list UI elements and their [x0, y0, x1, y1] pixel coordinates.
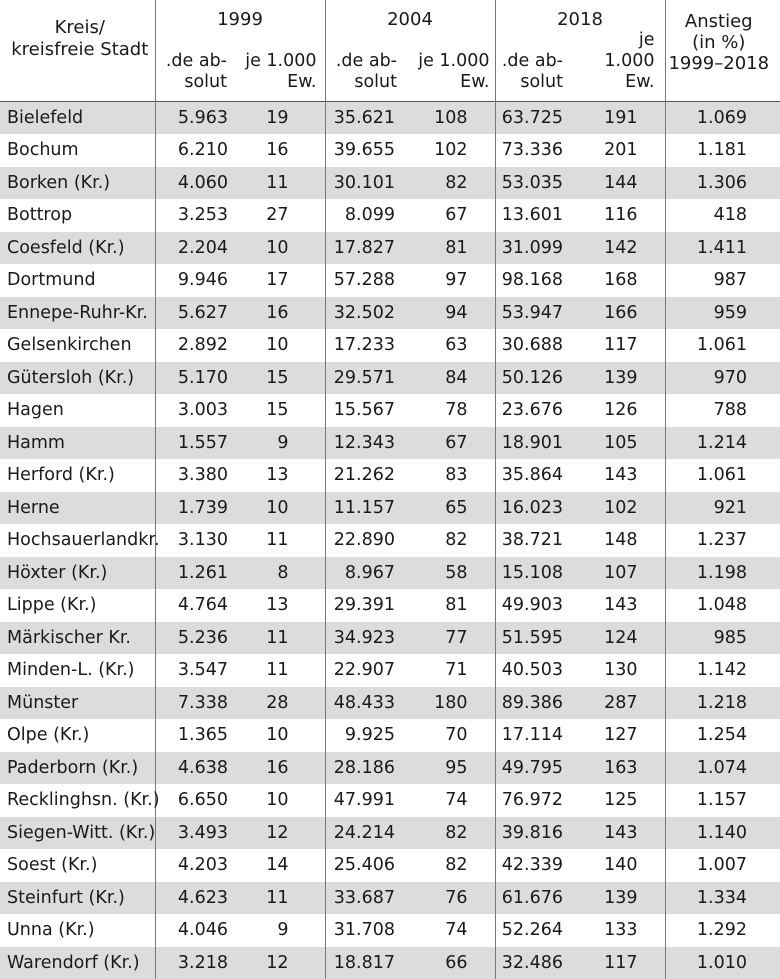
- absolute-2018: 16.023: [495, 492, 585, 525]
- table-row: [0, 167, 780, 200]
- abs-header-line2: solut: [354, 72, 397, 92]
- absolute-2004: 11.157: [325, 492, 415, 525]
- per-1000-2004: 82: [415, 524, 495, 557]
- per-1000-1999: 17: [235, 264, 325, 297]
- absolute-1999: 9.946: [155, 264, 235, 297]
- absolute-1999: 5.627: [155, 297, 235, 330]
- per-1000-2018: 139: [585, 882, 665, 915]
- table-row: [0, 102, 780, 135]
- per-1000-1999: 16: [235, 297, 325, 330]
- table-row: [0, 492, 780, 525]
- increase-percent: 418: [665, 199, 780, 232]
- increase-percent: 985: [665, 622, 780, 655]
- per-1000-2004: 77: [415, 622, 495, 655]
- table-header: [0, 0, 780, 102]
- per-1000-2018: 163: [585, 752, 665, 785]
- table-row: [0, 687, 780, 720]
- absolute-1999: 3.003: [155, 394, 235, 427]
- district-name: Siegen-Witt. (Kr.): [0, 817, 155, 850]
- stub-header: [0, 0, 155, 102]
- per-1000-2004: 76: [415, 882, 495, 915]
- per-1000-1999: 16: [235, 134, 325, 167]
- increase-percent: 1.069: [665, 102, 780, 135]
- district-name: Ennepe-Ruhr-Kr.: [0, 297, 155, 330]
- absolute-2018: 89.386: [495, 687, 585, 720]
- per-1000-2018: 139: [585, 362, 665, 395]
- increase-percent: 788: [665, 394, 780, 427]
- per-1000-1999: 10: [235, 784, 325, 817]
- per-1000-2004: 81: [415, 589, 495, 622]
- per-1000-2004: 83: [415, 459, 495, 492]
- per-1000-2018: 116: [585, 199, 665, 232]
- increase-percent: 1.334: [665, 882, 780, 915]
- per-1000-1999: 12: [235, 817, 325, 850]
- table-row: [0, 557, 780, 590]
- increase-percent: 1.074: [665, 752, 780, 785]
- table-row: [0, 882, 780, 915]
- increase-percent: 1.140: [665, 817, 780, 850]
- per-1000-1999: 27: [235, 199, 325, 232]
- table-row: [0, 297, 780, 330]
- district-name: Unna (Kr.): [0, 914, 155, 947]
- per-1000-2004: 82: [415, 817, 495, 850]
- absolute-2018: 61.676: [495, 882, 585, 915]
- absolute-2004: 17.827: [325, 232, 415, 265]
- absolute-2018: 35.864: [495, 459, 585, 492]
- absolute-2004: 39.655: [325, 134, 415, 167]
- district-name: Dortmund: [0, 264, 155, 297]
- absolute-2018: 23.676: [495, 394, 585, 427]
- per-1000-2004: 102: [415, 134, 495, 167]
- per-1000-2018: 117: [585, 329, 665, 362]
- absolute-1999: 4.060: [155, 167, 235, 200]
- per-1000-2018: 124: [585, 622, 665, 655]
- absolute-2018: 51.595: [495, 622, 585, 655]
- per-1000-2004: 71: [415, 654, 495, 687]
- district-name: Coesfeld (Kr.): [0, 232, 155, 265]
- absolute-1999: 4.623: [155, 882, 235, 915]
- per-1000-2004: 97: [415, 264, 495, 297]
- absolute-1999: 2.892: [155, 329, 235, 362]
- absolute-2004: 12.343: [325, 427, 415, 460]
- absolute-2018: 76.972: [495, 784, 585, 817]
- district-name: Steinfurt (Kr.): [0, 882, 155, 915]
- absolute-1999: 3.130: [155, 524, 235, 557]
- absolute-2004: 32.502: [325, 297, 415, 330]
- table-row: [0, 394, 780, 427]
- absolute-2018: 63.725: [495, 102, 585, 135]
- per-1000-1999: 10: [235, 492, 325, 525]
- per-1000-1999: 9: [235, 914, 325, 947]
- absolute-2004: 18.817: [325, 947, 415, 979]
- per-1000-1999: 11: [235, 654, 325, 687]
- je-header-2004: [415, 30, 495, 102]
- table-row: [0, 362, 780, 395]
- per-1000-1999: 9: [235, 427, 325, 460]
- increase-percent: 1.292: [665, 914, 780, 947]
- table-row: [0, 264, 780, 297]
- per-1000-1999: 11: [235, 167, 325, 200]
- absolute-2018: 39.816: [495, 817, 585, 850]
- district-name: Olpe (Kr.): [0, 719, 155, 752]
- absolute-2018: 49.903: [495, 589, 585, 622]
- increase-header-line1: Anstieg: [685, 11, 753, 32]
- district-name: Herne: [0, 492, 155, 525]
- district-name: Gütersloh (Kr.): [0, 362, 155, 395]
- absolute-2004: 29.391: [325, 589, 415, 622]
- absolute-1999: 6.210: [155, 134, 235, 167]
- absolute-1999: 2.204: [155, 232, 235, 265]
- year-header-2018: 2018: [495, 0, 665, 30]
- per-1000-1999: 11: [235, 622, 325, 655]
- per-1000-2004: 58: [415, 557, 495, 590]
- district-name: Borken (Kr.): [0, 167, 155, 200]
- absolute-1999: 1.365: [155, 719, 235, 752]
- increase-percent: 959: [665, 297, 780, 330]
- table-row: [0, 654, 780, 687]
- per-1000-2004: 67: [415, 199, 495, 232]
- per-1000-2018: 143: [585, 817, 665, 850]
- per-1000-2004: 84: [415, 362, 495, 395]
- increase-percent: 1.061: [665, 329, 780, 362]
- district-name: Soest (Kr.): [0, 849, 155, 882]
- abs-header-line2: solut: [520, 72, 563, 92]
- table-row: [0, 199, 780, 232]
- per-1000-2018: 130: [585, 654, 665, 687]
- district-name: Hochsauerlandkr.: [0, 524, 155, 557]
- absolute-2004: 25.406: [325, 849, 415, 882]
- per-1000-2018: 191: [585, 102, 665, 135]
- absolute-2018: 13.601: [495, 199, 585, 232]
- district-name: Paderborn (Kr.): [0, 752, 155, 785]
- per-1000-2018: 201: [585, 134, 665, 167]
- per-1000-2004: 70: [415, 719, 495, 752]
- per-1000-1999: 15: [235, 362, 325, 395]
- table-row: [0, 134, 780, 167]
- absolute-1999: 5.170: [155, 362, 235, 395]
- per-1000-2004: 180: [415, 687, 495, 720]
- per-1000-2018: 168: [585, 264, 665, 297]
- absolute-2004: 31.708: [325, 914, 415, 947]
- per-1000-2004: 95: [415, 752, 495, 785]
- year-header-1999: 1999: [155, 0, 325, 30]
- stub-header-line2: kreisfreie Stadt: [11, 39, 148, 60]
- table-row: [0, 589, 780, 622]
- absolute-1999: 4.764: [155, 589, 235, 622]
- increase-percent: 1.142: [665, 654, 780, 687]
- je-header-1999: [235, 30, 325, 102]
- abs-header-line2: solut: [184, 72, 227, 92]
- increase-percent: 1.218: [665, 687, 780, 720]
- per-1000-2004: 82: [415, 849, 495, 882]
- per-1000-2004: 74: [415, 784, 495, 817]
- absolute-1999: 3.253: [155, 199, 235, 232]
- district-name: Warendorf (Kr.): [0, 947, 155, 979]
- absolute-2018: 73.336: [495, 134, 585, 167]
- per-1000-2018: 102: [585, 492, 665, 525]
- year-header-2004: 2004: [325, 0, 495, 30]
- district-name: Hamm: [0, 427, 155, 460]
- absolute-2018: 52.264: [495, 914, 585, 947]
- per-1000-2018: 117: [585, 947, 665, 979]
- per-1000-2018: 126: [585, 394, 665, 427]
- district-name: Minden-L. (Kr.): [0, 654, 155, 687]
- table-row: [0, 622, 780, 655]
- abs-header-2004: [325, 30, 415, 102]
- table-row: [0, 719, 780, 752]
- per-1000-2004: 65: [415, 492, 495, 525]
- absolute-2004: 48.433: [325, 687, 415, 720]
- per-1000-2004: 66: [415, 947, 495, 979]
- absolute-2004: 17.233: [325, 329, 415, 362]
- absolute-2004: 8.967: [325, 557, 415, 590]
- per-1000-2018: 148: [585, 524, 665, 557]
- district-name: Recklinghsn. (Kr.): [0, 784, 155, 817]
- per-1000-1999: 13: [235, 589, 325, 622]
- per-1000-2018: 140: [585, 849, 665, 882]
- district-name: Bottrop: [0, 199, 155, 232]
- absolute-2018: 17.114: [495, 719, 585, 752]
- je-header-line2: Ew.: [625, 72, 654, 92]
- increase-percent: 921: [665, 492, 780, 525]
- abs-header-line1: .de ab-: [336, 51, 397, 71]
- absolute-1999: 5.236: [155, 622, 235, 655]
- absolute-2018: 15.108: [495, 557, 585, 590]
- per-1000-2018: 287: [585, 687, 665, 720]
- absolute-2018: 53.035: [495, 167, 585, 200]
- district-name: Bochum: [0, 134, 155, 167]
- absolute-1999: 7.338: [155, 687, 235, 720]
- absolute-2004: 29.571: [325, 362, 415, 395]
- absolute-1999: 1.739: [155, 492, 235, 525]
- absolute-2004: 30.101: [325, 167, 415, 200]
- absolute-1999: 1.557: [155, 427, 235, 460]
- district-name: Höxter (Kr.): [0, 557, 155, 590]
- absolute-2018: 30.688: [495, 329, 585, 362]
- absolute-2004: 28.186: [325, 752, 415, 785]
- abs-header-1999: [155, 30, 235, 102]
- absolute-2004: 24.214: [325, 817, 415, 850]
- increase-percent: 970: [665, 362, 780, 395]
- je-header-line1: je 1.000: [245, 51, 316, 71]
- absolute-2004: 57.288: [325, 264, 415, 297]
- per-1000-2018: 105: [585, 427, 665, 460]
- table-row: [0, 849, 780, 882]
- increase-percent: 1.306: [665, 167, 780, 200]
- absolute-2018: 18.901: [495, 427, 585, 460]
- absolute-1999: 3.218: [155, 947, 235, 979]
- absolute-1999: 4.638: [155, 752, 235, 785]
- per-1000-1999: 28: [235, 687, 325, 720]
- increase-percent: 1.198: [665, 557, 780, 590]
- table-body: [0, 102, 780, 979]
- stub-header-line1: Kreis/: [55, 17, 105, 38]
- per-1000-2004: 81: [415, 232, 495, 265]
- increase-percent: 1.157: [665, 784, 780, 817]
- district-name: Gelsenkirchen: [0, 329, 155, 362]
- absolute-2018: 98.168: [495, 264, 585, 297]
- increase-percent: 1.237: [665, 524, 780, 557]
- district-name: Herford (Kr.): [0, 459, 155, 492]
- absolute-2018: 40.503: [495, 654, 585, 687]
- per-1000-1999: 10: [235, 232, 325, 265]
- table-row: [0, 524, 780, 557]
- abs-header-2018: [495, 30, 585, 102]
- district-name: Märkischer Kr.: [0, 622, 155, 655]
- per-1000-2004: 82: [415, 167, 495, 200]
- je-header-line2: Ew.: [287, 72, 316, 92]
- per-1000-2018: 143: [585, 589, 665, 622]
- per-1000-1999: 10: [235, 719, 325, 752]
- absolute-2004: 9.925: [325, 719, 415, 752]
- per-1000-1999: 14: [235, 849, 325, 882]
- per-1000-2018: 166: [585, 297, 665, 330]
- absolute-2018: 32.486: [495, 947, 585, 979]
- per-1000-2018: 144: [585, 167, 665, 200]
- increase-percent: 1.254: [665, 719, 780, 752]
- district-name: Münster: [0, 687, 155, 720]
- increase-percent: 1.061: [665, 459, 780, 492]
- absolute-1999: 4.203: [155, 849, 235, 882]
- je-header-line1: je 1.000: [418, 51, 489, 71]
- per-1000-2018: 127: [585, 719, 665, 752]
- increase-percent: 1.048: [665, 589, 780, 622]
- absolute-1999: 1.261: [155, 557, 235, 590]
- increase-header: [665, 0, 780, 102]
- per-1000-2004: 108: [415, 102, 495, 135]
- abs-header-line1: .de ab-: [166, 51, 227, 71]
- absolute-2004: 34.923: [325, 622, 415, 655]
- per-1000-2004: 63: [415, 329, 495, 362]
- je-header-2018: [585, 30, 665, 102]
- district-name: Hagen: [0, 394, 155, 427]
- increase-percent: 1.010: [665, 947, 780, 979]
- per-1000-1999: 12: [235, 947, 325, 979]
- absolute-2018: 38.721: [495, 524, 585, 557]
- per-1000-1999: 15: [235, 394, 325, 427]
- table-row: [0, 752, 780, 785]
- increase-percent: 987: [665, 264, 780, 297]
- per-1000-2004: 94: [415, 297, 495, 330]
- absolute-1999: 3.547: [155, 654, 235, 687]
- per-1000-2018: 133: [585, 914, 665, 947]
- per-1000-1999: 11: [235, 882, 325, 915]
- increase-header-line2: (in %): [692, 32, 745, 53]
- je-header-line2: Ew.: [460, 72, 489, 92]
- table-row: [0, 232, 780, 265]
- absolute-1999: 3.493: [155, 817, 235, 850]
- per-1000-2004: 67: [415, 427, 495, 460]
- district-name: Lippe (Kr.): [0, 589, 155, 622]
- increase-percent: 1.007: [665, 849, 780, 882]
- absolute-2004: 33.687: [325, 882, 415, 915]
- per-1000-2004: 78: [415, 394, 495, 427]
- absolute-1999: 6.650: [155, 784, 235, 817]
- absolute-2004: 21.262: [325, 459, 415, 492]
- increase-header-line3: 1999–2018: [668, 53, 769, 74]
- absolute-2004: 35.621: [325, 102, 415, 135]
- absolute-2018: 50.126: [495, 362, 585, 395]
- absolute-1999: 3.380: [155, 459, 235, 492]
- table-row: [0, 427, 780, 460]
- absolute-1999: 5.963: [155, 102, 235, 135]
- per-1000-1999: 19: [235, 102, 325, 135]
- district-name: Bielefeld: [0, 102, 155, 135]
- increase-percent: 1.214: [665, 427, 780, 460]
- per-1000-2004: 74: [415, 914, 495, 947]
- increase-percent: 1.411: [665, 232, 780, 265]
- per-1000-1999: 8: [235, 557, 325, 590]
- absolute-2004: 8.099: [325, 199, 415, 232]
- absolute-2018: 31.099: [495, 232, 585, 265]
- table-row: [0, 914, 780, 947]
- absolute-2004: 22.890: [325, 524, 415, 557]
- absolute-2004: 47.991: [325, 784, 415, 817]
- absolute-1999: 4.046: [155, 914, 235, 947]
- table-row: [0, 459, 780, 492]
- je-header-line1: je 1.000: [604, 30, 654, 71]
- absolute-2004: 22.907: [325, 654, 415, 687]
- increase-percent: 1.181: [665, 134, 780, 167]
- absolute-2018: 42.339: [495, 849, 585, 882]
- per-1000-1999: 10: [235, 329, 325, 362]
- per-1000-1999: 11: [235, 524, 325, 557]
- per-1000-2018: 143: [585, 459, 665, 492]
- per-1000-2018: 142: [585, 232, 665, 265]
- table-row: [0, 947, 780, 979]
- per-1000-1999: 13: [235, 459, 325, 492]
- table-row: [0, 784, 780, 817]
- absolute-2018: 53.947: [495, 297, 585, 330]
- per-1000-1999: 16: [235, 752, 325, 785]
- table-row: [0, 329, 780, 362]
- absolute-2018: 49.795: [495, 752, 585, 785]
- table-row: [0, 817, 780, 850]
- abs-header-line1: .de ab-: [502, 51, 563, 71]
- per-1000-2018: 125: [585, 784, 665, 817]
- per-1000-2018: 107: [585, 557, 665, 590]
- absolute-2004: 15.567: [325, 394, 415, 427]
